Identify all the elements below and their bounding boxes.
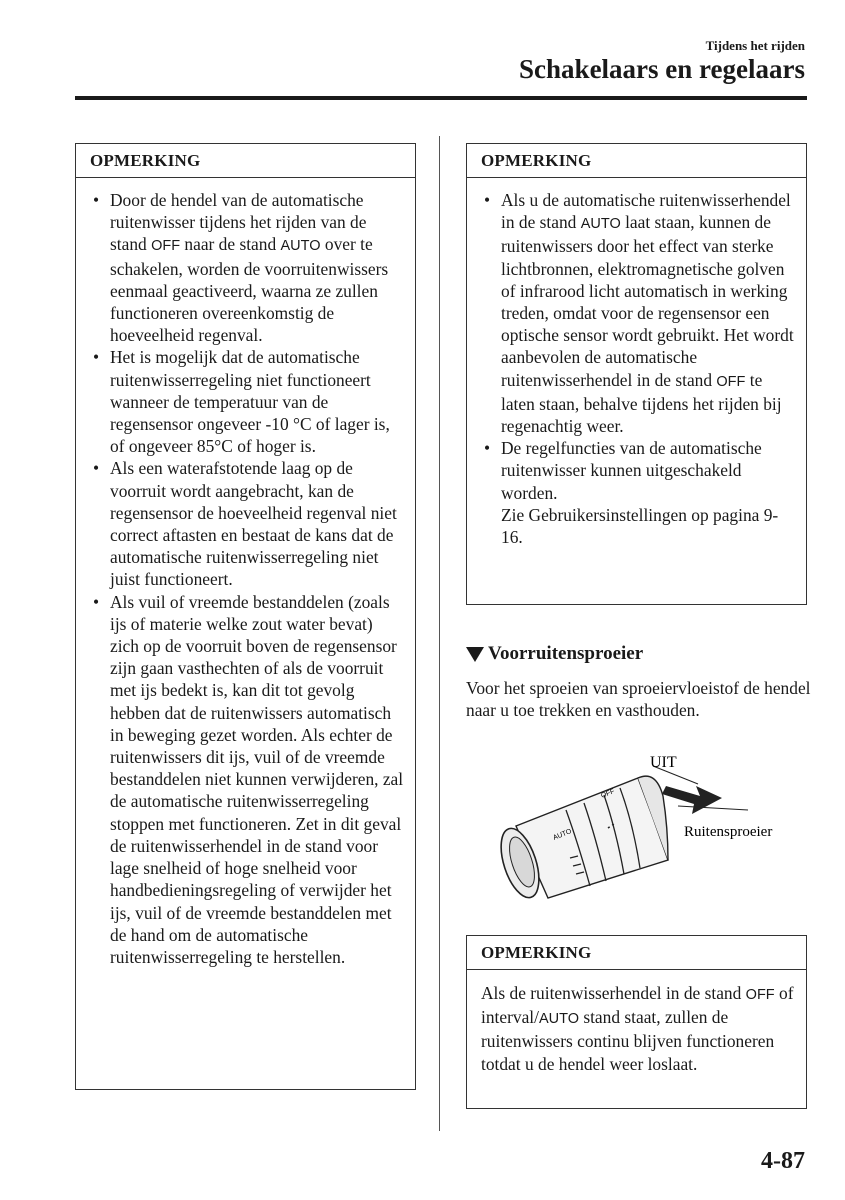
note-title: OPMERKING xyxy=(467,936,806,970)
page-number: 4-87 xyxy=(761,1148,805,1174)
list-item: • Als u de automatische ruitenwisserhendel in de stand AUTO laat staan, kunnen de ruitenwissers door het effect van sterke lichtbronnen, elektromagnetische golven of infrarood licht automatisch in werking treden, omdat voor de regensensor een optische sensor wordt gebruikt. Het wordt aanbevolen de automatische ruitenwisserhendel in de stand OFF te laten staan, behalve tijdens het rijden bij regenachtig weer. xyxy=(481,189,796,437)
wiper-lever-illustration xyxy=(478,748,808,908)
lever-mark-off: OFF xyxy=(600,788,616,800)
note-box-2 xyxy=(466,143,807,605)
lever-mark-auto: AUTO xyxy=(552,828,573,842)
note-box-1 xyxy=(75,143,416,1090)
note-text: Als de ruitenwisserhendel in de stand OFF of interval/AUTO stand staat, zullen de ruitenwissers continu blijven functioneren totdat u de hendel weer loslaat. xyxy=(481,983,794,1074)
section-heading: Voorruitensproeier xyxy=(466,643,643,665)
header-rule xyxy=(75,96,807,100)
note-title: OPMERKING xyxy=(76,144,415,178)
list-item: • De regelfuncties van de automatische ruitenwisser kunnen uitgeschakeld worden. Zie Gebruikersinstellingen op pagina 9-16. xyxy=(481,437,796,548)
note-title: OPMERKING xyxy=(467,144,806,178)
list-item: • Als een waterafstotende laag op de voorruit wordt aangebracht, kan de regensensor de hoeveelheid regenval niet correct aftasten en bestaat de kans dat de automatische ruitenwisserregeling niet juist functioneert. xyxy=(90,457,405,590)
list-item: • Het is mogelijk dat de automatische ruitenwisserregeling niet functioneert wanneer de temperatuur van de regensensor ongeveer -10 °C of lager is, of ongeveer 85°C of hoger is. xyxy=(90,346,405,457)
list-item: • Als vuil of vreemde bestanddelen (zoals ijs of materie welke zout water bevat) zich op de voorruit boven de regensensor zijn gaan vasthechten of als de voorruit met ijs bedekt is, kan dit tot gevolg hebben dat de ruitenwissers automatisch in beweging gezet worden. Als echter de ruitenwissers dit ijs, vuil of de vreemde bestanddelen niet kunnen verwijderen, zal de automatische ruitenwisserregeling stoppen met functioneren. Zet in dit geval de ruitenwisserhendel in de stand voor lage snelheid of hoge snelheid voor handbedieningsregeling of verwijder het ijs, vuil of de vreemde bestanddelen met de hand om de automatische ruitenwisserregeling te herstellen. xyxy=(90,591,405,968)
list-item: • Door de hendel van de automatische ruitenwisser tijdens het rijden van de stand OFF naar de stand AUTO over te schakelen, worden de voorruitenwissers eenmaal geactiveerd, waarna ze zullen functioneren overeenkomstig de hoeveelheid regenval. xyxy=(90,189,405,346)
label-off: UIT xyxy=(650,754,677,771)
column-divider xyxy=(439,136,440,1131)
note-box-3 xyxy=(466,935,807,1109)
page-title: Schakelaars en regelaars xyxy=(519,54,805,84)
label-washer: Ruitensproeier xyxy=(684,824,773,840)
triangle-down-icon xyxy=(466,647,484,662)
header-section-label: Tijdens het rijden xyxy=(705,38,805,53)
section-text: Voor het sproeien van sproeiervloeistof de hendel naar u toe trekken en vasthouden. xyxy=(466,678,811,721)
